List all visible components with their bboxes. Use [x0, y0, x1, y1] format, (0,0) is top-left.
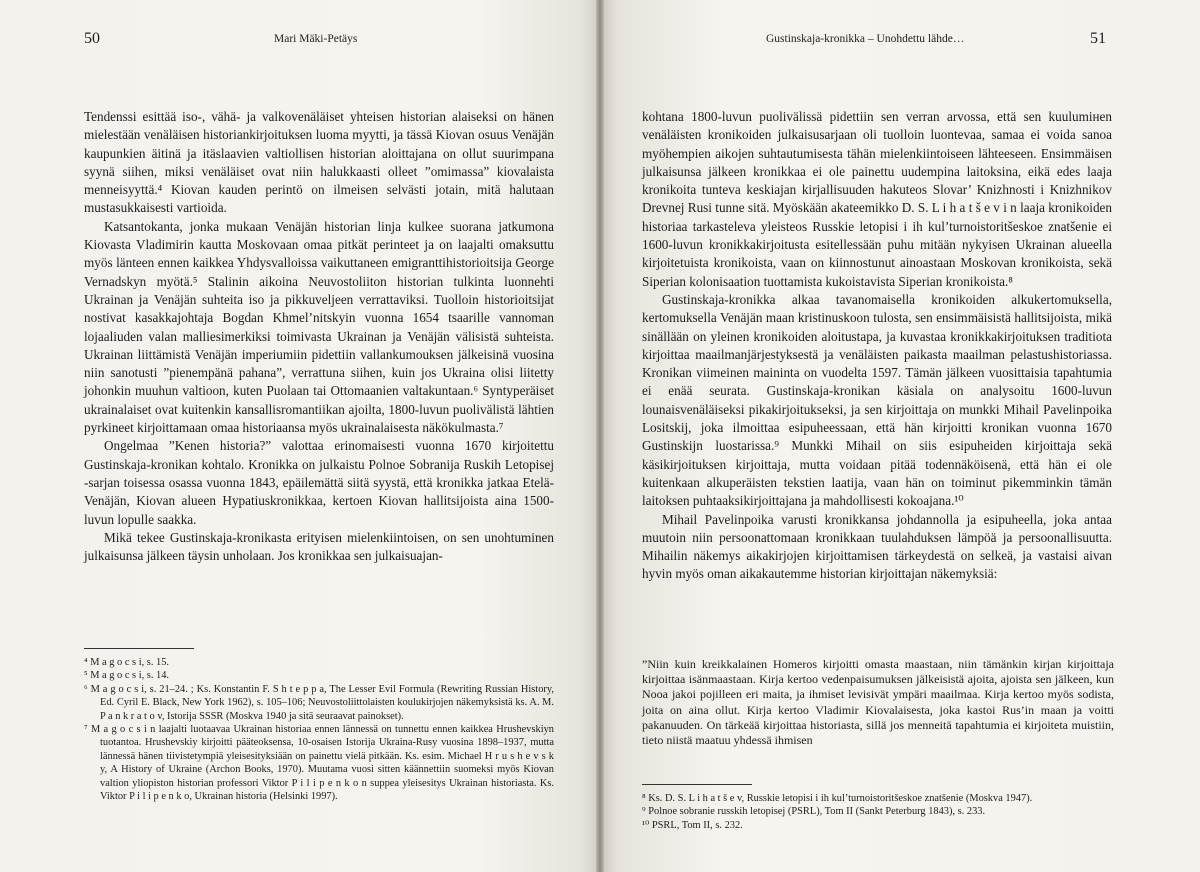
book-gutter [596, 0, 604, 872]
footnote: ⁹ Polnoe sobranie russkih letopisej (PSRL), Tom II (Sankt Peterburg 1843), s. 233. [642, 806, 986, 818]
paragraph: kohtana 1800-luvun puolivälissä pidettiin sen verran arvossa, että sen kuulumінen venäläisten kronikoiden julkaisusarjaan oli tuolloin luontevaa, samaa ei voida sanoa myöhempien aikojen suhtautumisesta tähän mielenkiintoiseen lähteeseen. Ensimmäisen julkaisunsa jälkeen kronikkaa ei ole painettu uudempina laitoksina, eikä edes laaja kronikoita tunteva keskiajan kirjallisuuden hakuteos Slovar’ Knizhnosti i Knizhnikov Drevnej Rusi tunne sitä. Myöskään akateemikko D. S. L i h a t š e v i n laaja kronikoiden historiaa tarkasteleva yleisteos Russkie letopisi i ih kul’turnoistoritšeskoe znatšenie ei 1600-luvun kronikkakirjoitusta esitellessään puhu mitään nykyisen Ukrainan alueella kirjoitetuista kronikoista, vaan on kiinnostunut ainoastaan Moskovan kronikoista, sekä Siperian kolonisaation tuottamista kukoistavista Siperian kronikoista.⁸ [642, 109, 1112, 289]
footnotes [642, 792, 1092, 832]
footnote: ⁸ Ks. D. S. L i h a t š e v, Russkie letopisi i ih kul’turnoistoritšeskoe znatšenie (Moskva 1947). [642, 793, 1033, 804]
footnote: ¹⁰ PSRL, Tom II, s. 232. [642, 819, 743, 831]
paragraph: Ongelmaa ”Kenen historia?” valottaa erinomaisesti vuonna 1670 kirjoitettu Gustinskaja-kronikan kohtalo. Kronikka on julkaistu Polnoe Sobranija Ruskih Letopisej -sarjan toisessa osassa vuonna 1843, epäilemättä siitä syystä, että kronikka jatkaa Etelä-Venäjän, Kiovan alueen Hypatiuskronikkaa, kertoen Kiovan hallitsijoista aina 1500-luvun lopulle saakka. [84, 438, 554, 527]
paragraph: Gustinskaja-kronikka alkaa tavanomaisella kronikoiden alkukertomuksella, kertomuksella Venäjän maan kristinuskoon tulosta, sen ensimmäisistä hallitsijoista, mikä sinällään on yleinen kronikoiden aloitustapa, ja kuvastaa kronikkakirjoituksen traditiota kirjoittaa maailmanjärjestyksestä ja venäläisten paikasta maailman pelastushistoriassa. Kronikan viimeinen maininta on vuodelta 1597. Tämän jälkeen vuosittaisia tapahtumia ei enää seurata. Gustinskaja-kronikan käsiala on analysoitu 1600-luvun lounaisvenäläiseksi pikakirjoitukseksi, ja sen kirjoittaja on munkki Mihail Pavelinpoika Lositskij, joka ilmoittaa esipuheessaan, että hän kirjoitti kronikan vuonna 1670 Gustinskijn luostarissa.⁹ Munkki Mihail on siis esipuheiden kirjoittaja sekä käsikirjoituksen kirjoittaja, mutta voidaan pitää todennäköisenä, että hän ei ole kuitenkaan alkuperäisten tekstien laatija, vaan hän on toiminut pikemminkin tämän laitoksen puhtaaksikirjoittajana ja mahdollisesti kokoajana.¹⁰ [642, 291, 1112, 509]
footnote-rule [642, 784, 752, 785]
body-text [84, 108, 554, 565]
right-page [600, 0, 1200, 872]
paragraph: Mikä tekee Gustinskaja-kronikasta erityisen mielenkiintoisen, on sen unohtuminen julkaisunsa jälkeen täysin unholaan. Jos kronikkaa sen julkaisuajan- [84, 529, 554, 564]
running-header: Gustinskaja-kronikka – Unohdettu lähde… [766, 33, 965, 45]
footnote: ⁴ M a g o c s i, s. 15. [84, 657, 170, 668]
block-quote: ”Niin kuin kreikkalainen Homeros kirjoitti omasta maastaan, niin tämänkin kirjan kirjoittaja kirjoittaa isänmaastaan. Kirja kertoo vedenpaisumuksen jälkeisistä ajoita, ajoista sen jälkeen, kun Nooa jakoi pojilleen eri maita, ja ihmiset levisivät ympäri maailmaa. Kirja kertoo myös sodista, joita on aina ollut. Kirja kertoo Vladimir Kiovalaisesta, joka kastoi Rus’in maan ja voitti pakanuuden. On tärkeää kirjoittaa historiasta, sillä jos menneitä tapahtumia ei kirjoiteta muistiin, tieto niistä maatuu yhdessä ihmisen [642, 657, 1114, 748]
footnote: ⁷ M a g o c s i n laajalti luotaavaa Ukrainan historiaa ennen lännessä on tunnettu ennen kaikkea Hrushevskiyn tuotantoa. Hrushevskiy kirjoitti pääteoksensa, 10-osaisen Istorija Ukraina-Rusy vuosina 1898–1937, mutta lännessä hänen tiivistetympiä yleisesityksiään on painettu vielä pitkään. Ks. esim. Michael H r u s h e v s k y, A History of Ukraine (Archon Books, 1970). Muutama vuosi sitten käännettiin suomeksi myös Kiovan valtion yliopiston historian professori Viktor P i l i p e n k o n suppea yleisesitys Ukrainan historiasta. Ks. Viktor P i l i p e n k o, Ukrainan historia (Helsinki 1997). [84, 724, 554, 803]
running-header: Mari Mäki-Petäys [274, 33, 358, 45]
footnote-rule [84, 648, 194, 649]
page-number: 51 [1090, 30, 1106, 47]
footnote: ⁶ M a g o c s i, s. 21–24. ; Ks. Konstantin F. S h t e p p a, The Lesser Evil Formula (Rewriting Russian History, Ed. Cyril E. Black, New York 1962), s. 105–106; Neuvostoliittolaisten koulukirjojen näkemyksistä ks. A. M. P a n k r a t o v, Istorija SSSR (Moskva 1940 ja sitä seuraavat painokset). [84, 683, 554, 722]
paragraph: Katsantokanta, jonka mukaan Venäjän historian linja kulkee suorana jatkumona Kiovasta Vladimirin kautta Moskovaan omaa pitkät perinteet ja on laajalti omaksuttu myös länteen ennen kaikkea Yhdysvalloissa vaikuttaneen emigranttihistorioitsija George Vernadskyn myötä.⁵ Stalinin aikoina Neuvostoliiton historian tulkinta luonnehti Ukrainan ja Venäjän suhteita iso ja pikkuveljeen verrattaviksi. Tuolloin historioitsijat nostivat kasakkajohtaja Bogdan Khmel’nitskyin vuonna 1654 tsaarille vannoman lojaaliuden valan malliesimerkiksi toimivasta Ukrainan ja Venäjän välisistä suhteista. Ukrainan liittämistä Venäjän imperiumiin pidettiin vallankumouksen jälkeisinä vuosina niin sanotusti ”pienempänä pahana”, verrattuna siihen, kuin jos Ukraina olisi liitetty johonkin muuhun valtioon, kuten Puolaan tai Ottomaanien valtakuntaan.⁶ Syntyperäiset ukrainalaiset ovat kuitenkin kansallisromantiikan ajoilta, 1800-luvun puolivälistä lähtien pyrkineet kirjoittamaan omaa historiaansa myös ukrainalaisesta näkökulmasta.⁷ [84, 218, 554, 436]
body-text [642, 108, 1112, 584]
footnote: ⁵ M a g o c s i, s. 14. [84, 670, 170, 682]
page-number: 50 [84, 30, 100, 47]
footnotes [84, 656, 554, 803]
paragraph: Tendenssi esittää iso-, vähä- ja valkovenäläiset yhteisen historian alaiseksi on hänen mielestään venäläisen historiankirjoituksen luoma myytti, ja tässä Kiovan osuus Venäjän kaupunkien äitinä ja itäslaavien valtiollisen historian aloittajana on ollut suurimpana syynä siihen, miksi venäläiset ovat niin halukkaasti olleet ”omimassa” kiovalaista menneisyyttä.⁴ Kiovan kauden perintö on ilmeisen selvästi jotain, mitä halutaan mustasukkaisesti vartioida. [84, 109, 554, 216]
paragraph: Mihail Pavelinpoika varusti kronikkansa johdannolla ja esipuheella, joka antaa muutoin niin persoonattomaan kronikkaan tuulahduksen lämpöä ja persoonallisuutta. Mihailin näkemys aikakirjojen kirjoittamisen tärkeydestä on selkeä, ja vastaisi aivan hyvin myös oman aikakautemme historian kirjoittajan näkemyksiä: [642, 511, 1112, 582]
